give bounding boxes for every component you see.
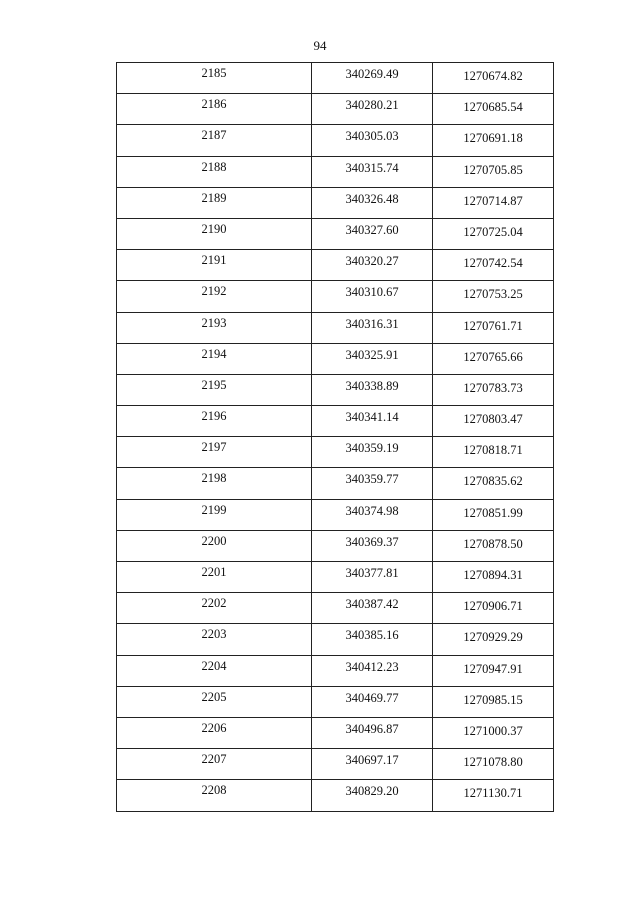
point-number-text: 2205 [201, 689, 227, 704]
point-number-cell [117, 218, 312, 249]
point-number-cell [117, 530, 312, 561]
table-row [117, 530, 554, 561]
point-number-cell [117, 156, 312, 187]
point-number-text: 2204 [201, 658, 227, 673]
x-coordinate-text: 340374.98 [345, 503, 399, 518]
x-coordinate-text: 340387.42 [345, 597, 399, 612]
point-number-text: 2189 [201, 190, 227, 205]
point-number-cell [117, 187, 312, 218]
table-row [117, 187, 554, 218]
table-row [117, 624, 554, 655]
x-coordinate-cell [312, 250, 433, 281]
y-coordinate-cell [433, 406, 554, 437]
y-coordinate-text: 1270674.82 [463, 69, 523, 83]
x-coordinate-cell [312, 281, 433, 312]
x-coordinate-cell [312, 468, 433, 499]
x-coordinate-cell [312, 717, 433, 748]
point-number-cell [117, 780, 312, 811]
point-number-text: 2196 [201, 409, 227, 424]
x-coordinate-text: 340469.77 [345, 690, 399, 705]
point-number-cell [117, 312, 312, 343]
table-row [117, 156, 554, 187]
y-coordinate-cell [433, 780, 554, 811]
x-coordinate-cell [312, 780, 433, 811]
table-row [117, 218, 554, 249]
point-number-text: 2190 [201, 221, 227, 236]
point-number-cell [117, 717, 312, 748]
x-coordinate-cell [312, 343, 433, 374]
y-coordinate-text: 1270783.73 [463, 380, 523, 395]
y-coordinate-cell [433, 250, 554, 281]
x-coordinate-cell [312, 125, 433, 156]
y-coordinate-text: 1270691.18 [463, 131, 523, 146]
y-coordinate-text: 1270765.66 [463, 349, 523, 364]
table-row [117, 63, 554, 94]
point-number-cell [117, 468, 312, 499]
y-coordinate-cell [433, 562, 554, 593]
table-row [117, 499, 554, 530]
table-row [117, 780, 554, 811]
table-row [117, 562, 554, 593]
point-number-cell [117, 624, 312, 655]
x-coordinate-cell [312, 374, 433, 405]
y-coordinate-text: 1270906.71 [463, 599, 523, 614]
x-coordinate-text: 340310.67 [345, 285, 399, 300]
point-number-cell [117, 250, 312, 281]
y-coordinate-cell [433, 156, 554, 187]
x-coordinate-text: 340359.77 [345, 472, 399, 487]
point-number-cell [117, 343, 312, 374]
x-coordinate-cell [312, 499, 433, 530]
x-coordinate-cell [312, 94, 433, 125]
x-coordinate-text: 340385.16 [345, 628, 399, 643]
y-coordinate-cell [433, 218, 554, 249]
y-coordinate-text: 1270818.71 [463, 443, 523, 458]
x-coordinate-cell [312, 593, 433, 624]
x-coordinate-text: 340412.23 [345, 659, 399, 674]
y-coordinate-text: 1270878.50 [463, 536, 523, 551]
table-row [117, 94, 554, 125]
table-row [117, 406, 554, 437]
point-number-cell [117, 374, 312, 405]
coordinates-table [116, 62, 554, 812]
point-number-text: 2199 [201, 502, 227, 517]
y-coordinate-cell [433, 593, 554, 624]
x-coordinate-text: 340359.19 [345, 441, 399, 456]
table-row [117, 749, 554, 780]
point-number-cell [117, 63, 312, 94]
point-number-text: 2202 [201, 596, 227, 611]
x-coordinate-text: 340829.20 [345, 784, 399, 799]
x-coordinate-cell [312, 437, 433, 468]
table-row [117, 686, 554, 717]
y-coordinate-cell [433, 374, 554, 405]
y-coordinate-cell [433, 343, 554, 374]
x-coordinate-text: 340326.48 [345, 191, 399, 206]
table-row [117, 655, 554, 686]
point-number-text: 2191 [201, 253, 227, 268]
x-coordinate-cell [312, 156, 433, 187]
point-number-text: 2192 [201, 284, 227, 299]
table-row [117, 437, 554, 468]
point-number-cell [117, 593, 312, 624]
point-number-text: 2195 [201, 377, 227, 392]
y-coordinate-text: 1270929.29 [463, 630, 523, 645]
x-coordinate-text: 340269.49 [345, 67, 399, 81]
y-coordinate-text: 1270985.15 [463, 692, 523, 707]
y-coordinate-cell [433, 125, 554, 156]
y-coordinate-cell [433, 281, 554, 312]
table-row [117, 593, 554, 624]
point-number-cell [117, 437, 312, 468]
y-coordinate-text: 1270894.31 [463, 568, 523, 582]
x-coordinate-text: 340341.14 [345, 410, 399, 425]
coordinates-table-body [117, 63, 554, 812]
point-number-cell [117, 749, 312, 780]
y-coordinate-text: 1270705.85 [463, 162, 523, 177]
x-coordinate-text: 340316.31 [345, 316, 399, 331]
point-number-text: 2203 [201, 627, 227, 642]
y-coordinate-cell [433, 686, 554, 717]
page-number: 94 [313, 38, 327, 53]
y-coordinate-text: 1271078.80 [463, 755, 523, 770]
y-coordinate-text: 1271130.71 [463, 786, 523, 801]
y-coordinate-cell [433, 187, 554, 218]
y-coordinate-cell [433, 94, 554, 125]
x-coordinate-cell [312, 624, 433, 655]
y-coordinate-cell [433, 312, 554, 343]
point-number-cell [117, 406, 312, 437]
point-number-text: 2187 [201, 128, 227, 143]
point-number-cell [117, 125, 312, 156]
x-coordinate-cell [312, 749, 433, 780]
x-coordinate-text: 340377.81 [345, 566, 399, 580]
point-number-cell [117, 281, 312, 312]
y-coordinate-text: 1271000.37 [463, 723, 523, 738]
x-coordinate-cell [312, 686, 433, 717]
point-number-text: 2198 [201, 471, 227, 486]
table-row [117, 125, 554, 156]
x-coordinate-cell [312, 312, 433, 343]
point-number-text: 2200 [201, 533, 227, 548]
point-number-text: 2186 [201, 97, 227, 112]
table-row [117, 468, 554, 499]
y-coordinate-text: 1270851.99 [463, 505, 523, 520]
y-coordinate-cell [433, 468, 554, 499]
x-coordinate-text: 340496.87 [345, 721, 399, 736]
point-number-text: 2201 [201, 565, 227, 579]
point-number-text: 2185 [201, 66, 227, 80]
table-row [117, 717, 554, 748]
point-number-cell [117, 686, 312, 717]
y-coordinate-cell [433, 624, 554, 655]
point-number-text: 2206 [201, 720, 227, 735]
x-coordinate-cell [312, 187, 433, 218]
y-coordinate-cell [433, 655, 554, 686]
x-coordinate-text: 340315.74 [345, 160, 399, 175]
point-number-text: 2188 [201, 159, 227, 174]
point-number-text: 2193 [201, 315, 227, 330]
y-coordinate-text: 1270742.54 [463, 256, 523, 271]
point-number-cell [117, 562, 312, 593]
y-coordinate-text: 1270947.91 [463, 661, 523, 676]
y-coordinate-text: 1270685.54 [463, 100, 523, 115]
y-coordinate-cell [433, 499, 554, 530]
y-coordinate-text: 1270714.87 [463, 193, 523, 208]
point-number-text: 2208 [201, 783, 227, 798]
point-number-text: 2197 [201, 440, 227, 455]
y-coordinate-cell [433, 749, 554, 780]
x-coordinate-text: 340305.03 [345, 129, 399, 144]
x-coordinate-text: 340697.17 [345, 753, 399, 768]
y-coordinate-text: 1270761.71 [463, 318, 523, 333]
point-number-cell [117, 499, 312, 530]
x-coordinate-text: 340338.89 [345, 378, 399, 393]
x-coordinate-text: 340325.91 [345, 347, 399, 362]
table-row [117, 312, 554, 343]
x-coordinate-text: 340327.60 [345, 222, 399, 237]
y-coordinate-text: 1270725.04 [463, 224, 523, 239]
point-number-cell [117, 655, 312, 686]
table-row [117, 250, 554, 281]
table-row [117, 343, 554, 374]
y-coordinate-text: 1270753.25 [463, 287, 523, 302]
x-coordinate-text: 340280.21 [345, 98, 399, 113]
table-row [117, 281, 554, 312]
x-coordinate-cell [312, 218, 433, 249]
table-row [117, 374, 554, 405]
y-coordinate-cell [433, 63, 554, 94]
y-coordinate-cell [433, 717, 554, 748]
y-coordinate-text: 1270803.47 [463, 412, 523, 427]
x-coordinate-cell [312, 655, 433, 686]
x-coordinate-cell [312, 63, 433, 94]
x-coordinate-cell [312, 562, 433, 593]
y-coordinate-cell [433, 530, 554, 561]
point-number-text: 2194 [201, 346, 227, 361]
y-coordinate-cell [433, 437, 554, 468]
point-number-cell [117, 94, 312, 125]
y-coordinate-text: 1270835.62 [463, 474, 523, 489]
point-number-text: 2207 [201, 752, 227, 767]
x-coordinate-text: 340320.27 [345, 254, 399, 269]
x-coordinate-text: 340369.37 [345, 534, 399, 549]
x-coordinate-cell [312, 406, 433, 437]
x-coordinate-cell [312, 530, 433, 561]
